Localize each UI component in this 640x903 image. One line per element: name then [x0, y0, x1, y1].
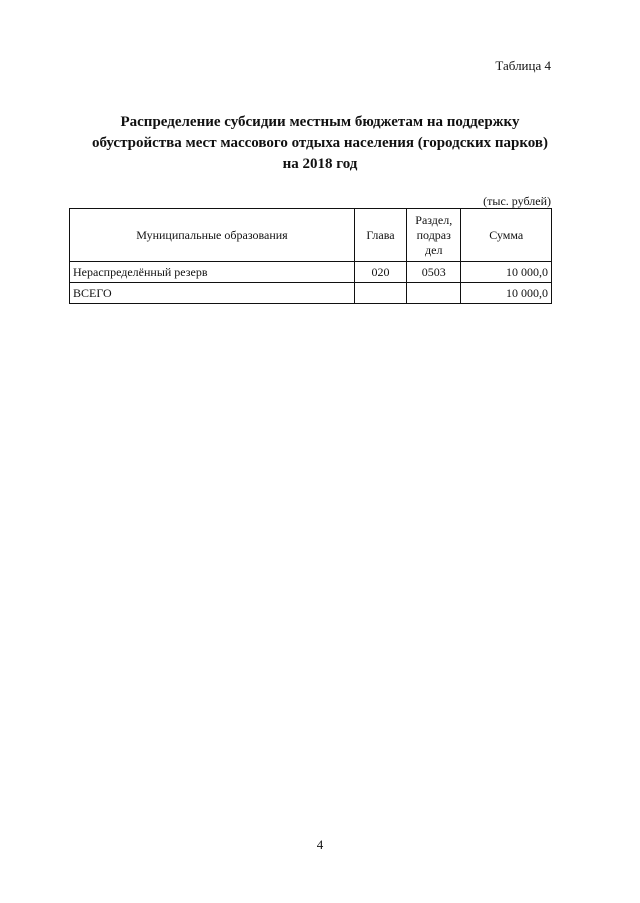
table-number: Таблица 4	[495, 58, 551, 73]
cell-name: Нераспределённый резерв	[70, 262, 355, 283]
title-line-2: обустройства мест массового отдыха населения (городских парков)	[91, 135, 549, 151]
total-sum: 10 000,0	[461, 283, 552, 304]
table-row	[70, 262, 552, 283]
total-chapter	[354, 283, 406, 304]
page-number: 4	[316, 837, 324, 852]
column-header-sum: Сумма	[461, 209, 552, 262]
table-header-row	[70, 209, 552, 262]
cell-sum: 10 000,0	[461, 262, 552, 283]
cell-section: 0503	[407, 262, 461, 283]
total-section	[407, 283, 461, 304]
column-header-municipalities: Муниципальные образования	[70, 209, 355, 262]
total-row	[70, 283, 552, 304]
title-line-1: Распределение субсидии местным бюджетам на поддержку	[120, 114, 520, 130]
title-line-3: на 2018 год	[282, 156, 358, 172]
column-header-section: Раздел, подраз дел	[407, 209, 461, 262]
column-header-chapter: Глава	[354, 209, 406, 262]
subsidy-table	[69, 208, 552, 304]
document-title	[60, 112, 580, 175]
total-label: ВСЕГО	[70, 283, 355, 304]
cell-chapter: 020	[354, 262, 406, 283]
unit-label: (тыс. рублей)	[483, 194, 551, 208]
